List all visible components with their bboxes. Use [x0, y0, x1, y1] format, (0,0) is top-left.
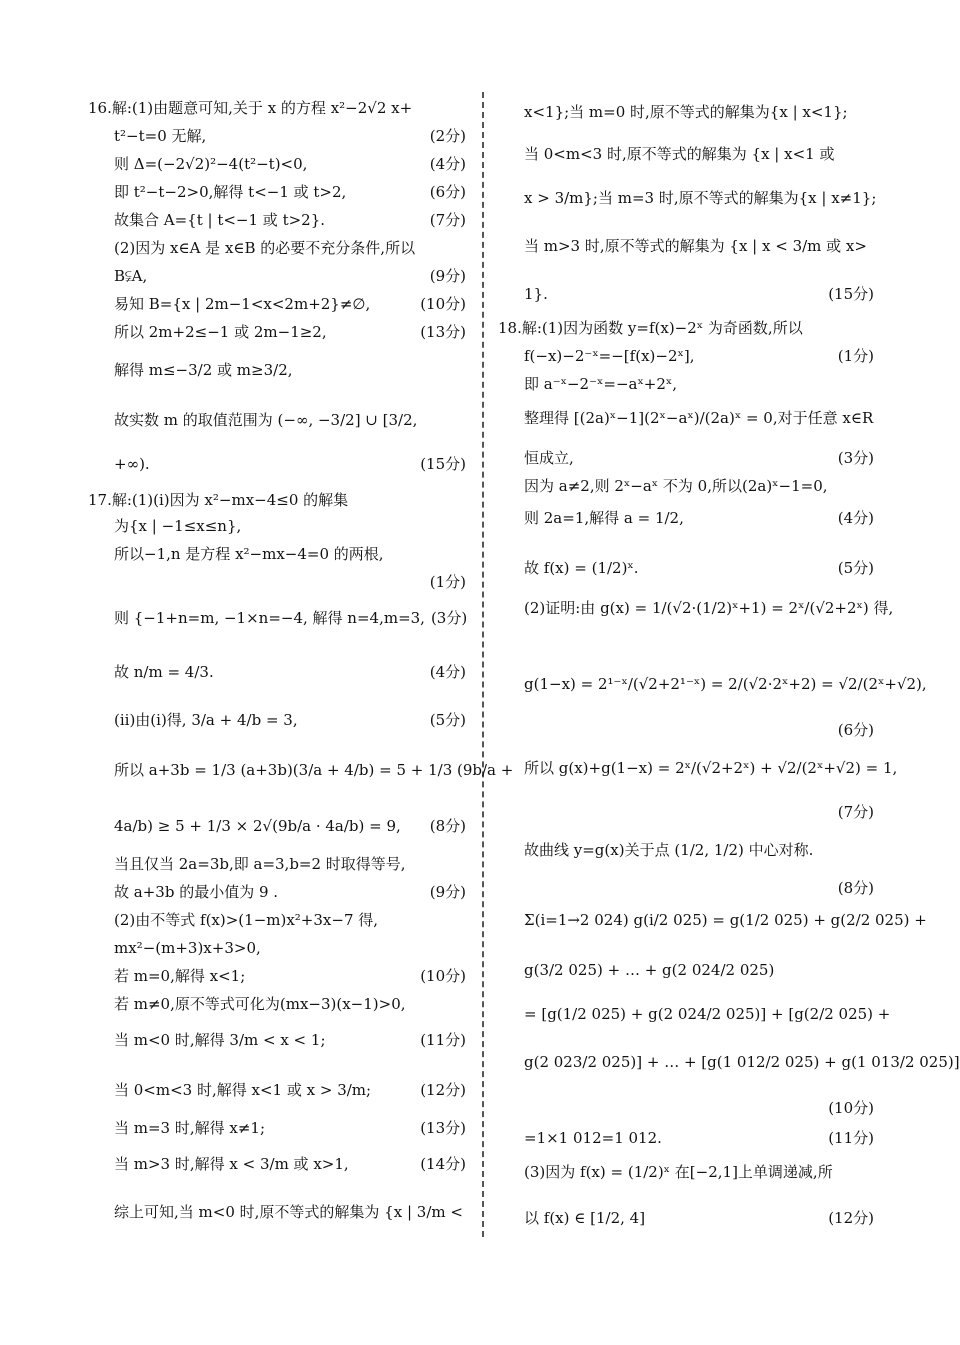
line-text: 即 t²−t−2>0,解得 t<−1 或 t>2,: [114, 183, 347, 201]
score-label: (7分): [837, 803, 874, 821]
text-line: [114, 1118, 466, 1138]
text-line: [524, 674, 927, 694]
text-line: [524, 476, 874, 496]
text-line: [114, 994, 466, 1014]
score-label: (5分): [429, 711, 466, 729]
text-line: [524, 558, 874, 578]
line-text: f(−x)−2⁻ˣ=−[f(x)−2ˣ],: [524, 347, 695, 365]
text-line: [524, 840, 874, 860]
text-line: [524, 408, 874, 428]
line-text: 所以 g(x)+g(1−x) = 2ˣ/(√2+2ˣ) + √2/(2ˣ+√2) = 1,: [524, 759, 898, 777]
text-line: [524, 346, 874, 366]
score-label: (9分): [429, 883, 466, 901]
line-text: =1×1 012=1 012.: [524, 1129, 662, 1147]
line-text: = [g(1/2 025) + g(2 024/2 025)] + [g(2/2 025) +: [524, 1005, 891, 1023]
score-label: (3分): [430, 609, 468, 627]
text-line: [114, 294, 466, 314]
line-text: g(2 023/2 025)] + … + [g(1 012/2 025) + g(1 013/2 025)]: [524, 1053, 960, 1071]
text-line: [114, 360, 466, 380]
text-line: [114, 608, 466, 628]
score-label: (11分): [420, 1031, 466, 1049]
score-label: (15分): [420, 455, 466, 473]
line-text: 当 m>3 时,原不等式的解集为 {x | x < 3/m 或 x>: [524, 237, 867, 255]
text-line: [524, 374, 874, 394]
score-label: (10分): [420, 295, 466, 313]
text-line: [114, 210, 466, 230]
line-text: (2)证明:由 g(x) = 1/(√2·(1/2)ˣ+1) = 2ˣ/(√2+2ˣ) 得,: [524, 599, 894, 617]
text-line: [114, 572, 466, 592]
text-line: [524, 1208, 874, 1228]
text-line: [114, 454, 466, 474]
text-line: [114, 882, 466, 902]
text-line: [524, 236, 874, 256]
text-line: [524, 1052, 960, 1072]
line-text: 综上可知,当 m<0 时,原不等式的解集为 {x | 3/m <: [114, 1203, 463, 1221]
score-label: (12分): [420, 1081, 466, 1099]
line-text: 当 m>3 时,解得 x < 3/m 或 x>1,: [114, 1155, 349, 1173]
text-line: [114, 1030, 466, 1050]
text-line: [524, 1162, 874, 1182]
text-line: [524, 598, 894, 618]
line-text: 16.解:(1)由题意可知,关于 x 的方程 x²−2√2 x+: [88, 99, 413, 117]
line-text: 当 m=3 时,解得 x≠1;: [114, 1119, 266, 1137]
text-line: [524, 758, 898, 778]
line-text: 18.解:(1)因为函数 y=f(x)−2ˣ 为奇函数,所以: [498, 319, 803, 337]
line-text: 故集合 A={t | t<−1 或 t>2}.: [114, 211, 326, 229]
score-label: (5分): [837, 559, 874, 577]
line-text: 当 0<m<3 时,原不等式的解集为 {x | x<1 或: [524, 145, 835, 163]
line-text: 故曲线 y=g(x)关于点 (1/2, 1/2) 中心对称.: [524, 841, 814, 859]
line-text: 则 2a=1,解得 a = 1/2,: [524, 509, 684, 527]
line-text: 所以 2m+2≤−1 或 2m−1≥2,: [114, 323, 327, 341]
text-line: [114, 410, 466, 430]
score-label: (15分): [828, 285, 874, 303]
line-text: 恒成立,: [524, 449, 574, 467]
line-text: +∞).: [114, 455, 150, 473]
line-text: 当 m<0 时,解得 3/m < x < 1;: [114, 1031, 326, 1049]
text-line: [524, 188, 877, 208]
line-text: (ⅱ)由(ⅰ)得, 3/a + 4/b = 3,: [114, 711, 298, 729]
text-line: [114, 910, 466, 930]
score-label: (10分): [828, 1099, 874, 1117]
line-text: Σ(i=1→2 024) g(i/2 025) = g(1/2 025) + g(2/2 025) +: [524, 911, 927, 929]
text-line: [114, 182, 466, 202]
line-text: 1}.: [524, 285, 548, 303]
text-line: [114, 662, 466, 682]
line-text: 所以−1,n 是方程 x²−mx−4=0 的两根,: [114, 545, 384, 563]
line-text: 若 m≠0,原不等式可化为(mx−3)(x−1)>0,: [114, 995, 406, 1013]
score-label: (13分): [420, 1119, 466, 1137]
score-label: (1分): [429, 573, 466, 591]
text-line: [524, 1128, 874, 1148]
text-line: [114, 266, 466, 286]
score-label: (10分): [420, 967, 466, 985]
score-label: (4分): [429, 155, 466, 173]
text-line: [114, 854, 466, 874]
text-line: [524, 508, 874, 528]
line-text: 易知 B={x | 2m−1<x<2m+2}≠∅,: [114, 295, 371, 313]
score-label: (14分): [420, 1155, 466, 1173]
line-text: g(1−x) = 2¹⁻ˣ/(√2+2¹⁻ˣ) = 2/(√2·2ˣ+2) = √2/(2ˣ+√2),: [524, 675, 927, 693]
line-text: g(3/2 025) + … + g(2 024/2 025): [524, 961, 775, 979]
line-text: 故实数 m 的取值范围为 (−∞, −3/2] ∪ [3/2,: [114, 411, 418, 429]
text-line: [88, 98, 466, 118]
line-text: (2)由不等式 f(x)>(1−m)x²+3x−7 得,: [114, 911, 379, 929]
text-line: [114, 966, 466, 986]
text-line: [114, 1202, 466, 1222]
line-text: B⫋A,: [114, 267, 148, 285]
text-line: [524, 144, 874, 164]
score-label: (7分): [429, 211, 466, 229]
line-text: 4a/b) ≥ 5 + 1/3 × 2√(9b/a · 4a/b) = 9,: [114, 817, 401, 835]
text-line: [524, 1004, 891, 1024]
text-line: [524, 960, 874, 980]
score-label: (3分): [837, 449, 874, 467]
text-line: [524, 910, 927, 930]
text-line: [114, 154, 466, 174]
line-text: 因为 a≠2,则 2ˣ−aˣ 不为 0,所以(2a)ˣ−1=0,: [524, 477, 828, 495]
text-line: [114, 126, 466, 146]
score-label: (11分): [828, 1129, 874, 1147]
text-line: [524, 1098, 874, 1118]
text-line: [524, 284, 874, 304]
text-line: [524, 448, 874, 468]
score-label: (13分): [420, 323, 466, 341]
line-text: x<1};当 m=0 时,原不等式的解集为{x | x<1};: [524, 103, 848, 121]
line-text: 以 f(x) ∈ [1/2, 4]: [524, 1209, 646, 1227]
line-text: 故 f(x) = (1/2)ˣ.: [524, 559, 639, 577]
line-text: 即 a⁻ˣ−2⁻ˣ=−aˣ+2ˣ,: [524, 375, 678, 393]
line-text: 17.解:(1)(ⅰ)因为 x²−mx−4≤0 的解集: [88, 491, 349, 509]
line-text: x > 3/m};当 m=3 时,原不等式的解集为{x | x≠1};: [524, 189, 877, 207]
text-line: [524, 802, 874, 822]
text-line: [524, 878, 874, 898]
score-label: (6分): [429, 183, 466, 201]
line-text: (2)因为 x∈A 是 x∈B 的必要不充分条件,所以: [114, 239, 416, 257]
line-text: 为{x | −1≤x≤n},: [114, 517, 242, 535]
text-line: [114, 710, 466, 730]
line-text: 所以 a+3b = 1/3 (a+3b)(3/a + 4/b) = 5 + 1/3 (9b/a +: [114, 761, 514, 779]
score-label: (12分): [828, 1209, 874, 1227]
text-line: [114, 322, 466, 342]
line-text: t²−t=0 无解,: [114, 127, 207, 145]
text-line: [114, 938, 466, 958]
line-text: 当且仅当 2a=3b,即 a=3,b=2 时取得等号,: [114, 855, 406, 873]
text-line: [114, 816, 466, 836]
line-text: 故 n/m = 4/3.: [114, 663, 214, 681]
score-label: (2分): [429, 127, 466, 145]
score-label: (9分): [429, 267, 466, 285]
text-line: [524, 102, 874, 122]
line-text: 当 0<m<3 时,解得 x<1 或 x > 3/m;: [114, 1081, 372, 1099]
text-line: [114, 238, 466, 258]
text-line: [114, 1080, 466, 1100]
text-line: [88, 490, 466, 510]
column-divider: [482, 92, 484, 1237]
line-text: 则 Δ=(−2√2)²−4(t²−t)<0,: [114, 155, 308, 173]
score-label: (8分): [837, 879, 874, 897]
line-text: mx²−(m+3)x+3>0,: [114, 939, 261, 957]
text-line: [114, 516, 466, 536]
text-line: [114, 544, 466, 564]
line-text: (3)因为 f(x) = (1/2)ˣ 在[−2,1]上单调递减,所: [524, 1163, 833, 1181]
text-line: [114, 760, 514, 780]
line-text: 故 a+3b 的最小值为 9 .: [114, 883, 279, 901]
score-label: (4分): [837, 509, 874, 527]
text-line: [524, 720, 874, 740]
text-line: [114, 1154, 466, 1174]
line-text: 解得 m≤−3/2 或 m≥3/2,: [114, 361, 293, 379]
score-label: (1分): [837, 347, 874, 365]
line-text: 则 {−1+n=m, −1×n=−4, 解得 n=4,m=3,: [114, 609, 425, 627]
text-line: [498, 318, 874, 338]
line-text: 若 m=0,解得 x<1;: [114, 967, 246, 985]
score-label: (4分): [429, 663, 466, 681]
score-label: (6分): [837, 721, 874, 739]
line-text: 整理得 [(2a)ˣ−1](2ˣ−aˣ)/(2a)ˣ = 0,对于任意 x∈R: [524, 409, 874, 427]
score-label: (8分): [429, 817, 466, 835]
